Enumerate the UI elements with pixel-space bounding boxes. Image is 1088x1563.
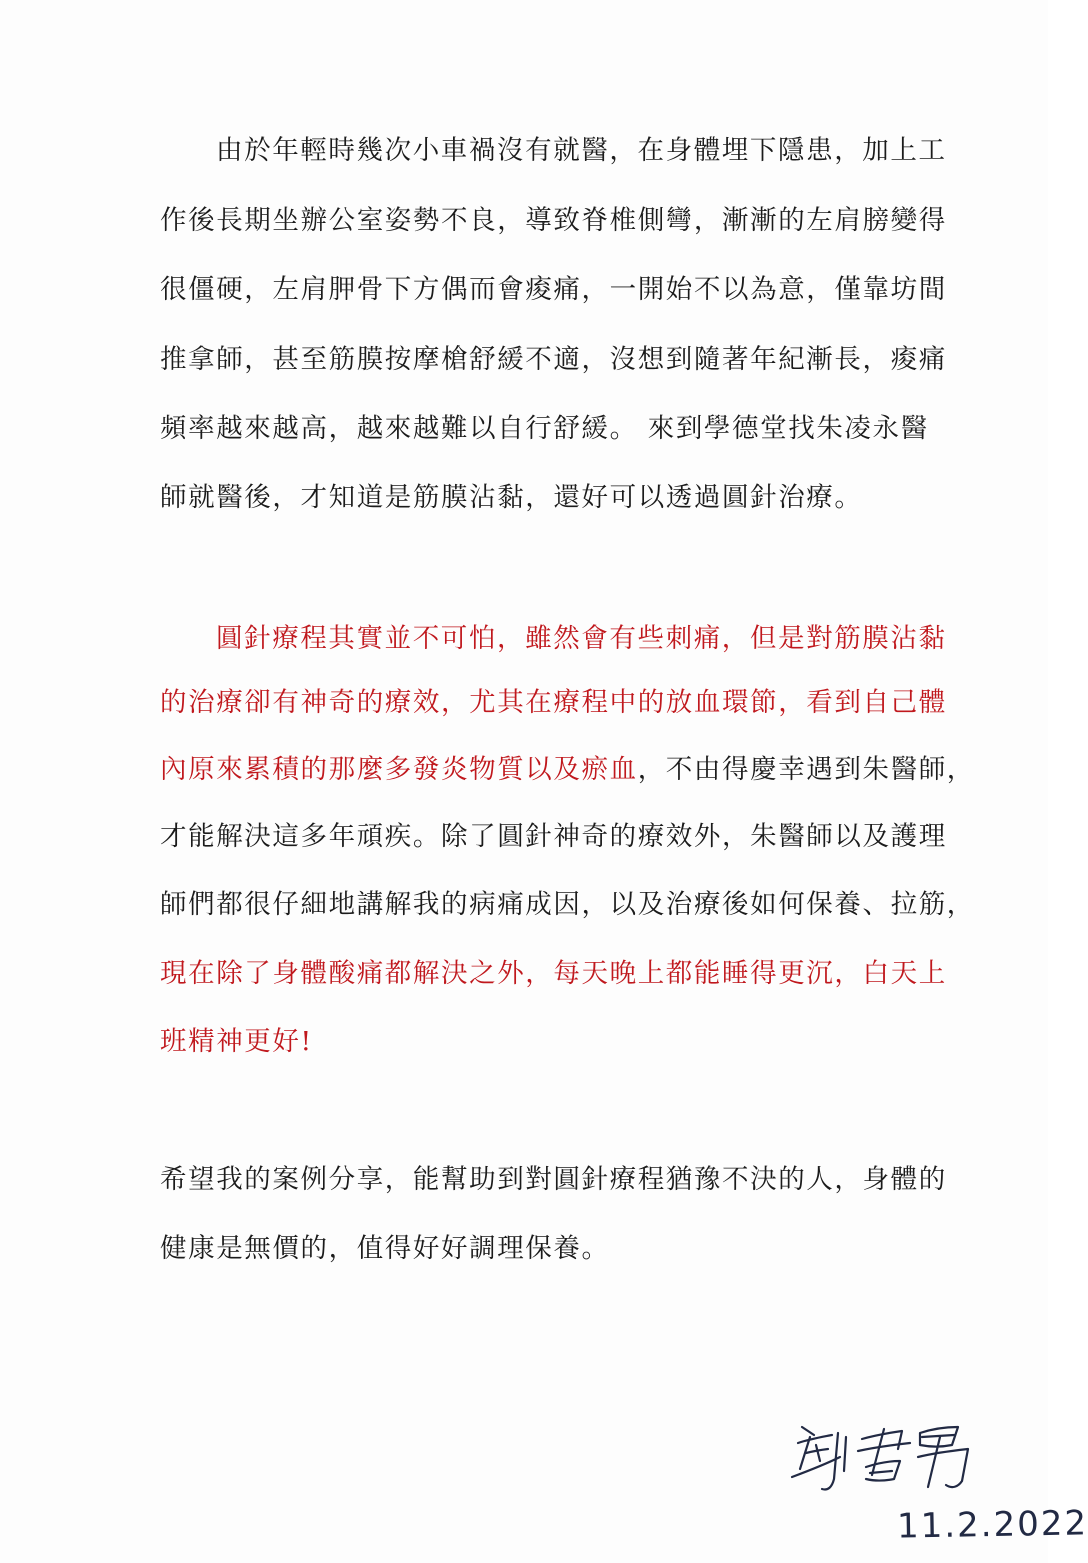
paragraph1-line-6: 師就醫後，才知道是筋膜沾黏，還好可以透過圓針治療。 (160, 482, 863, 513)
handwritten-signature (780, 1415, 980, 1505)
paragraph2-line-1: 圓針療程其實並不可怕，雖然會有些刺痛，但是對筋膜沾黏 (216, 623, 947, 654)
paragraph2-line-5: 師們都很仔細地講解我的病痛成因，以及治療後如何保養、拉筋， (160, 889, 975, 920)
signature-date: 11.2.2022 (896, 1503, 1088, 1547)
paragraph1-line-5: 頻率越來越高，越來越難以自行舒緩。 來到學德堂找朱凌永醫 (160, 413, 929, 444)
paragraph2-line-4: 才能解決這多年頑疾。除了圓針神奇的療效外，朱醫師以及護理 (160, 821, 947, 852)
paragraph1-line-4: 推拿師，甚至筋膜按摩槍舒緩不適，沒想到隨著年紀漸長，痠痛 (160, 344, 947, 375)
paragraph2-line-3 (160, 752, 975, 788)
paragraph1-line-1: 由於年輕時幾次小車禍沒有就醫，在身體埋下隱患，加上工 (216, 135, 947, 166)
paragraph2-line-7: 班精神更好! (160, 1026, 313, 1057)
paragraph2-line-6: 現在除了身體酸痛都解決之外，每天晚上都能睡得更沉，白天上 (160, 958, 947, 989)
paragraph2-line-3-plain: ，不由得慶幸遇到朱醫師， (637, 754, 975, 785)
paragraph2-line-3-highlight: 內原來累積的那麼多發炎物質以及瘀血 (160, 754, 638, 785)
signature-strokes (780, 1415, 980, 1505)
paragraph1-line-2: 作後長期坐辦公室姿勢不良，導致脊椎側彎，漸漸的左肩膀變得 (160, 205, 947, 236)
paragraph1-line-3: 很僵硬，左肩胛骨下方偶而會痠痛，一開始不以為意，僅靠坊間 (160, 274, 947, 305)
paragraph3-line-1: 希望我的案例分享，能幫助到對圓針療程猶豫不決的人，身體的 (160, 1164, 947, 1195)
paragraph3-line-2: 健康是無價的，值得好好調理保養。 (160, 1233, 610, 1264)
paragraph2-line-2: 的治療卻有神奇的療效，尤其在療程中的放血環節，看到自己體 (160, 687, 947, 718)
